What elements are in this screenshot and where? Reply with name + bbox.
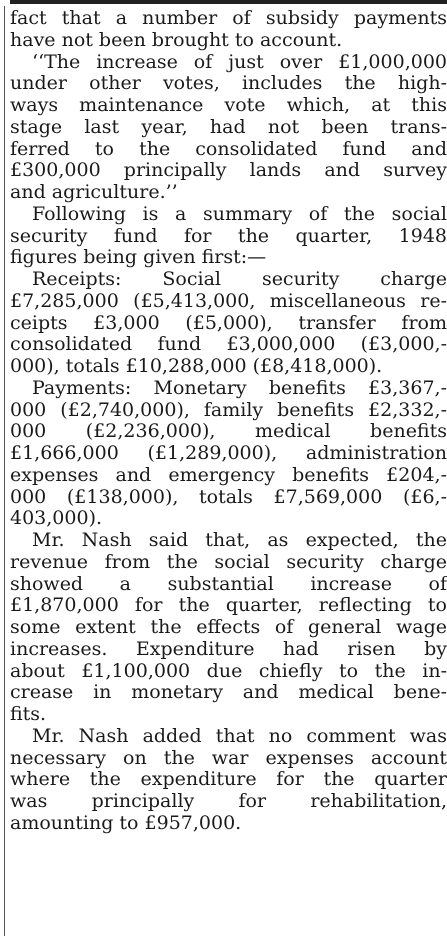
text-line: amounting to £957,000. bbox=[10, 812, 242, 834]
text-line: have not been brought to account. bbox=[10, 29, 343, 51]
text-line: Mr. Nash added that no comment was bbox=[32, 725, 447, 747]
text-line: ‘‘The increase of just over £1,000,000 bbox=[32, 51, 447, 73]
article-column bbox=[10, 8, 447, 835]
text-line: Payments: Monetary benefits £3,367,- bbox=[32, 377, 447, 399]
text-line: £300,000 principally lands and survey bbox=[10, 160, 447, 182]
text-line: consolidated fund £3,000,000 (£3,000,- bbox=[10, 334, 447, 356]
text-line: ways maintenance vote which, at this bbox=[10, 95, 447, 116]
text-line: fits. bbox=[10, 704, 47, 725]
text-line: Following is a summary of the social bbox=[32, 203, 447, 225]
text-line: necessary on the war expenses account bbox=[10, 747, 447, 769]
text-line: where the expenditure for the quarter bbox=[10, 769, 447, 791]
column-top-rule bbox=[10, 0, 447, 4]
text-line: £1,870,000 for the quarter, reflecting to bbox=[10, 595, 447, 617]
text-line: Receipts: Social security charge bbox=[32, 269, 447, 290]
text-line: crease in monetary and medical bene- bbox=[10, 682, 447, 704]
text-line: ferred to the consolidated fund and bbox=[10, 138, 447, 160]
text-line: £1,666,000 (£1,289,000), administration bbox=[10, 443, 447, 464]
text-line: 000 (£2,740,000), family benefits £2,332,- bbox=[10, 399, 447, 421]
text-line: figures being given first:— bbox=[10, 247, 267, 269]
text-line: stage last year, had not been trans- bbox=[10, 116, 447, 138]
text-line: increases. Expenditure had risen by bbox=[10, 638, 447, 660]
text-line: was principally for rehabilitation, bbox=[10, 791, 447, 812]
text-line: fact that a number of subsidy payments bbox=[10, 8, 447, 29]
text-line: security fund for the quarter, 1948 bbox=[10, 225, 447, 247]
text-line: Mr. Nash said that, as expected, the bbox=[32, 530, 447, 551]
text-line: some extent the effects of general wage bbox=[10, 617, 447, 638]
text-line: expenses and emergency benefits £204,- bbox=[10, 464, 447, 486]
text-line: showed a substantial increase of bbox=[10, 573, 447, 595]
text-line: ceipts £3,000 (£5,000), transfer from bbox=[10, 312, 447, 334]
text-line: under other votes, includes the high- bbox=[10, 73, 447, 95]
text-line: 000 (£2,236,000), medical benefits bbox=[10, 421, 447, 443]
text-line: about £1,100,000 due chiefly to the in- bbox=[10, 660, 447, 682]
column-left-rule bbox=[4, 6, 5, 936]
text-line: 000 (£138,000), totals £7,569,000 (£6,- bbox=[10, 486, 447, 508]
text-line: 403,000). bbox=[10, 508, 103, 530]
text-line: and agriculture.’’ bbox=[10, 182, 178, 203]
text-line: 000), totals £10,288,000 (£8,418,000). bbox=[10, 356, 383, 377]
text-line: revenue from the social security charge bbox=[10, 551, 447, 573]
text-line: £7,285,000 (£5,413,000, miscellaneous re- bbox=[10, 290, 447, 312]
